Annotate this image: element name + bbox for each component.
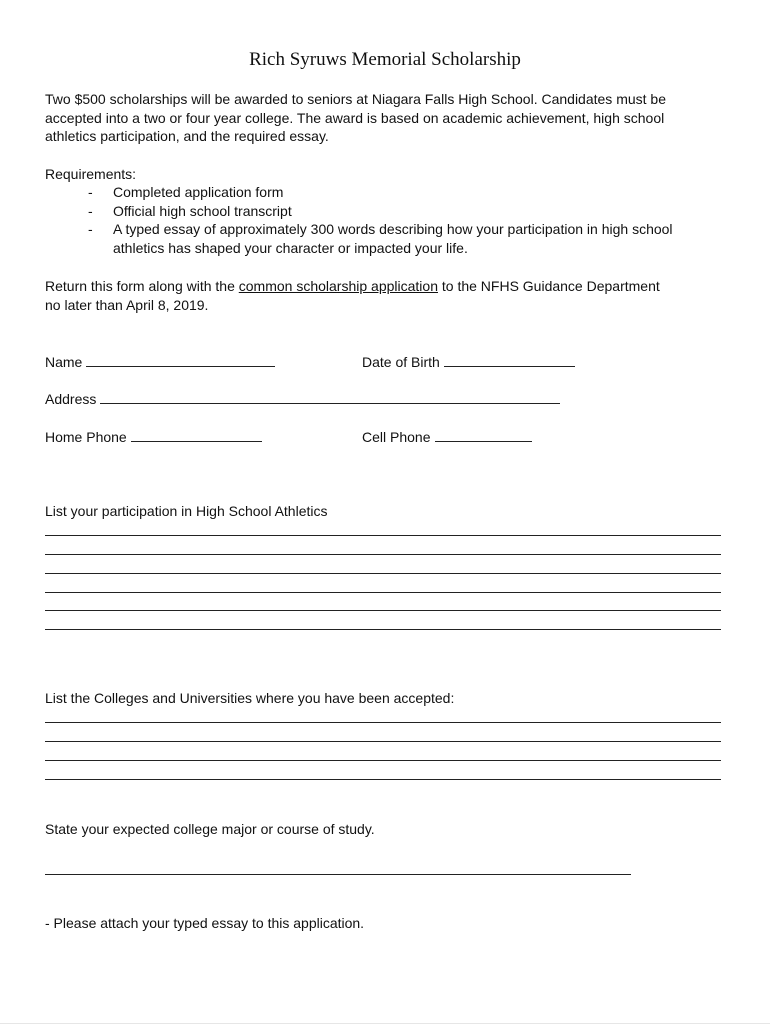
requirement-text: A typed essay of approximately 300 words describing how your participation in high school [113, 221, 673, 237]
list-dash: - [88, 221, 93, 237]
intro-line-3: athletics participation, and the required essay. [45, 128, 329, 144]
colleges-prompt: List the Colleges and Universities where you have been accepted: [45, 690, 455, 706]
intro-line-2: accepted into a two or four year college. The award is based on academic achievement, high school [45, 109, 665, 126]
major-answer-line[interactable] [45, 874, 631, 875]
major-prompt: State your expected college major or course of study. [45, 821, 375, 837]
address-label: Address [45, 391, 97, 407]
requirements-heading: Requirements: [45, 166, 137, 182]
colleges-answer-line[interactable] [45, 741, 721, 742]
colleges-answer-line[interactable] [45, 722, 721, 723]
address-field [45, 389, 560, 408]
dob-input-line[interactable] [444, 352, 575, 367]
intro-line-1: Two $500 scholarships will be awarded to seniors at Niagara Falls High School. Candidates must be [45, 91, 666, 107]
cell-phone-input-line[interactable] [435, 427, 532, 442]
list-dash: - [88, 184, 93, 200]
requirement-text: Completed application form [113, 184, 284, 200]
attach-essay-note: - Please attach your typed essay to this application. [45, 915, 365, 931]
athletics-prompt: List your participation in High School Athletics [45, 503, 328, 519]
intro-paragraph [45, 90, 725, 146]
athletics-answer-line[interactable] [45, 554, 721, 555]
page-title: Rich Syruws Memorial Scholarship [249, 49, 521, 70]
return-note-text: Return this form along with the [45, 278, 239, 294]
athletics-answer-line[interactable] [45, 592, 721, 593]
list-dash: - [88, 203, 93, 219]
requirement-text: Official high school transcript [113, 203, 292, 219]
return-note-text: to the NFHS Guidance Department [437, 278, 660, 294]
cell-phone-field [362, 427, 532, 446]
return-note-line-2: no later than April 8, 2019. [45, 297, 209, 313]
address-input-line[interactable] [100, 389, 560, 404]
athletics-answer-line[interactable] [45, 573, 721, 574]
common-application-link[interactable]: common scholarship application [238, 278, 438, 294]
name-label: Name [45, 354, 83, 370]
return-note-line-1 [45, 277, 660, 295]
dob-label: Date of Birth [362, 354, 440, 370]
home-phone-input-line[interactable] [131, 427, 262, 442]
colleges-answer-line[interactable] [45, 760, 721, 761]
colleges-answer-line[interactable] [45, 779, 721, 780]
home-phone-field [45, 427, 262, 446]
dob-field [362, 352, 575, 371]
athletics-answer-line[interactable] [45, 535, 721, 536]
home-phone-label: Home Phone [45, 429, 127, 445]
athletics-answer-line[interactable] [45, 610, 721, 611]
name-field [45, 352, 275, 371]
name-input-line[interactable] [86, 352, 275, 367]
requirement-text-continued: athletics has shaped your character or impacted your life. [113, 240, 468, 256]
athletics-answer-line[interactable] [45, 629, 721, 630]
cell-phone-label: Cell Phone [362, 429, 431, 445]
